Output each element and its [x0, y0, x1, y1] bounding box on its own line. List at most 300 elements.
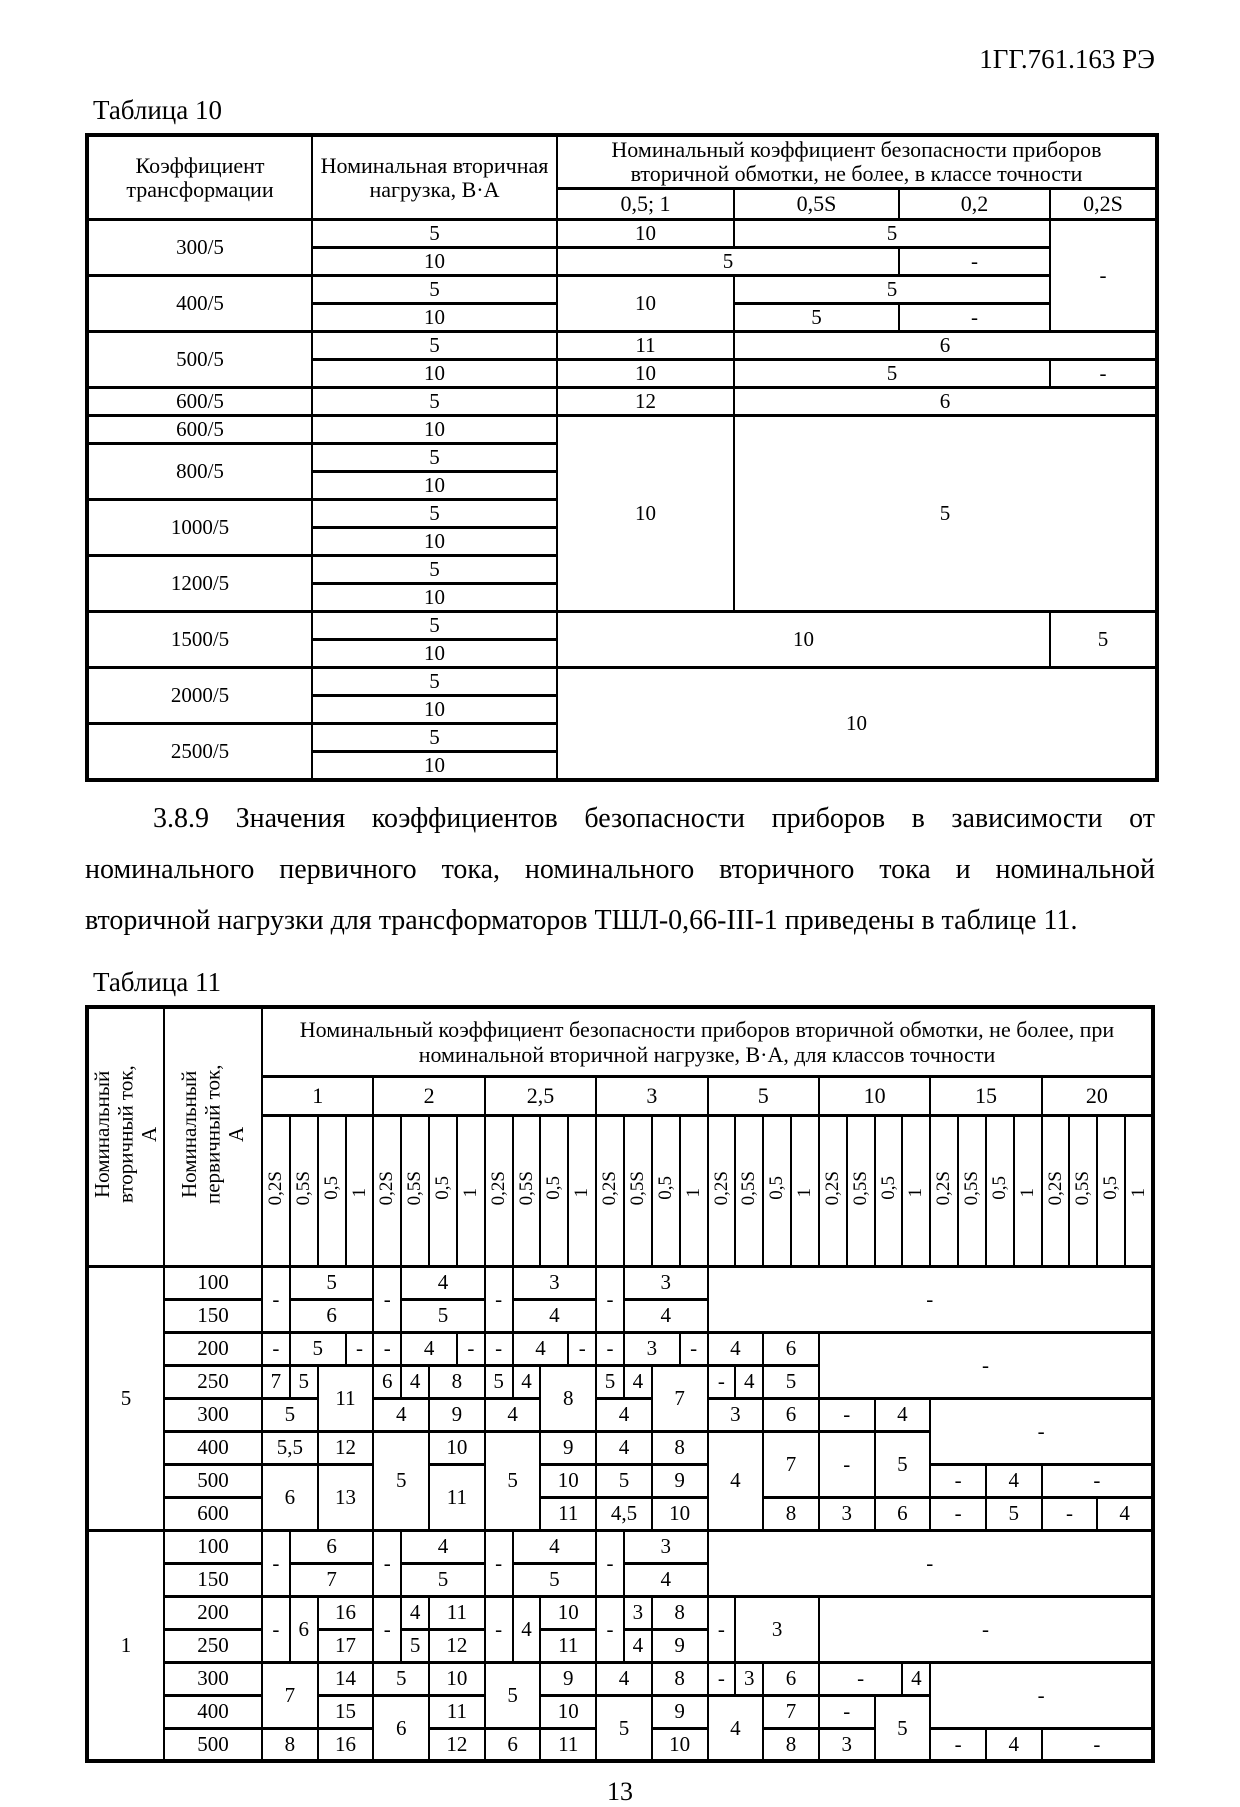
- table-cell: 9: [429, 1398, 485, 1431]
- table-cell: 5: [290, 1332, 346, 1365]
- table-cell: 11: [540, 1629, 596, 1662]
- table-cell: 6: [290, 1530, 374, 1563]
- rotated-class-label: 1: [348, 1187, 370, 1198]
- rotated-class-label: 1: [905, 1187, 927, 1198]
- table-cell: 4: [875, 1398, 931, 1431]
- table-cell: -: [708, 1365, 736, 1398]
- table-cell: 5: [734, 304, 899, 332]
- table-cell: -: [568, 1332, 596, 1365]
- accuracy-class-rotated-header: [1014, 1115, 1042, 1266]
- table-row: [87, 1332, 1153, 1365]
- table-cell: 3: [819, 1728, 875, 1761]
- table-cell: -: [708, 1266, 1154, 1332]
- accuracy-class-rotated-header: [346, 1115, 374, 1266]
- table-cell: 5: [875, 1431, 931, 1497]
- table-cell: -: [485, 1530, 513, 1596]
- table-cell: 600/5: [87, 388, 312, 416]
- table-cell: 10: [312, 640, 557, 668]
- table-cell: 6: [763, 1662, 819, 1695]
- table-cell: -: [485, 1266, 513, 1332]
- table-cell: 6: [763, 1398, 819, 1431]
- table-cell: 11: [540, 1728, 596, 1761]
- table-cell: 10: [312, 752, 557, 781]
- table-cell: 4: [624, 1629, 652, 1662]
- table-cell: 10: [312, 472, 557, 500]
- table-cell: 11: [540, 1497, 596, 1530]
- accuracy-class-rotated-header: [401, 1115, 429, 1266]
- table-cell: 5: [290, 1365, 318, 1398]
- table-row: [87, 1497, 1153, 1530]
- table-cell: 3: [735, 1596, 819, 1662]
- table-row: [87, 276, 1157, 304]
- accuracy-class-rotated-header: [763, 1115, 791, 1266]
- table-cell: 1000/5: [87, 500, 312, 556]
- accuracy-class-rotated-header: [624, 1115, 652, 1266]
- table-cell: -: [485, 1332, 513, 1365]
- table-cell: 300: [164, 1662, 262, 1695]
- table-cell: 250: [164, 1629, 262, 1662]
- table-cell: -: [708, 1662, 736, 1695]
- table-cell: -: [1050, 220, 1157, 332]
- table-cell: 12: [318, 1431, 374, 1464]
- primary-current-vertical-label: Номинальный первичный ток, А: [176, 1064, 248, 1204]
- table-cell: 3: [708, 1398, 764, 1431]
- rotated-class-label: 0,5S: [626, 1170, 648, 1206]
- table-cell: 4: [902, 1662, 930, 1695]
- table-cell: 3: [819, 1497, 875, 1530]
- table-cell: 1200/5: [87, 556, 312, 612]
- table-cell: 5: [312, 276, 557, 304]
- rotated-class-label: 0,5: [432, 1175, 454, 1200]
- table-cell: -: [708, 1530, 1154, 1596]
- table-row: [87, 1596, 1153, 1629]
- table-cell: 10: [429, 1662, 485, 1695]
- table-cell: -: [373, 1332, 401, 1365]
- table-cell: -: [485, 1596, 513, 1662]
- table-cell: 4: [1097, 1497, 1153, 1530]
- table10-col1-header: Коэффициент трансформации: [87, 135, 312, 220]
- table-cell: 6: [763, 1332, 819, 1365]
- table-cell: 500: [164, 1728, 262, 1761]
- table-cell: -: [262, 1596, 290, 1662]
- table-cell: 200: [164, 1332, 262, 1365]
- table-cell: 5: [485, 1365, 513, 1398]
- table-cell: 8: [652, 1662, 708, 1695]
- table-cell: 10: [557, 416, 734, 612]
- table-cell: 4: [986, 1728, 1042, 1761]
- table-cell: 5: [734, 416, 1157, 612]
- table-cell: -: [457, 1332, 485, 1365]
- table-cell: 1500/5: [87, 612, 312, 668]
- rotated-class-label: 0,5S: [292, 1170, 314, 1206]
- table-cell: 10: [312, 248, 557, 276]
- secondary-current-vertical-label: Номинальный вторичный ток, А: [90, 1065, 162, 1204]
- table-cell: 12: [429, 1629, 485, 1662]
- table-row: [87, 1464, 1153, 1497]
- table-cell: 5: [312, 724, 557, 752]
- table-cell: 9: [652, 1695, 708, 1728]
- rotated-class-label: 0,5S: [515, 1170, 537, 1206]
- table-cell: 5: [312, 500, 557, 528]
- table-cell: 4: [513, 1299, 597, 1332]
- rotated-class-label: 0,2S: [821, 1170, 843, 1206]
- table-cell: 7: [763, 1431, 819, 1497]
- table-cell: 10: [312, 584, 557, 612]
- table-cell: 400: [164, 1431, 262, 1464]
- table-cell: 2000/5: [87, 668, 312, 724]
- table-cell: 500: [164, 1464, 262, 1497]
- accuracy-class-rotated-header: [819, 1115, 847, 1266]
- accuracy-class-header: 0,5; 1: [557, 189, 734, 220]
- table-cell: 5: [485, 1662, 541, 1728]
- table-row: [87, 1398, 1153, 1431]
- table-cell: -: [819, 1662, 903, 1695]
- table-cell: -: [899, 304, 1050, 332]
- table-cell: 5: [401, 1563, 485, 1596]
- table-cell: 13: [318, 1464, 374, 1530]
- rotated-class-label: 1: [571, 1187, 593, 1198]
- rotated-class-label: 0,5S: [738, 1170, 760, 1206]
- table-cell: -: [819, 1431, 875, 1497]
- accuracy-class-rotated-header: [1042, 1115, 1070, 1266]
- table-row: [87, 1266, 1153, 1299]
- table-cell: 8: [429, 1365, 485, 1398]
- rotated-class-label: 1: [1016, 1187, 1038, 1198]
- rotated-class-label: 1: [1128, 1187, 1150, 1198]
- table10-header-row: [87, 135, 1157, 189]
- table-cell: 3: [624, 1332, 680, 1365]
- table-cell: 6: [875, 1497, 931, 1530]
- rotated-class-label: 0,2S: [376, 1170, 398, 1206]
- table-cell: 7: [290, 1563, 374, 1596]
- table-cell: 500/5: [87, 332, 312, 388]
- table-row: [87, 332, 1157, 360]
- table-cell: 4: [596, 1431, 652, 1464]
- accuracy-class-rotated-header: [290, 1115, 318, 1266]
- table-cell: 6: [373, 1695, 429, 1761]
- table-cell: 10: [540, 1695, 596, 1728]
- rotated-class-label: 0,5: [766, 1175, 788, 1200]
- table-cell: 5: [1050, 612, 1157, 668]
- table-cell: -: [930, 1662, 1153, 1728]
- table-cell: 8: [652, 1596, 708, 1629]
- table-cell: 5: [401, 1629, 429, 1662]
- accuracy-class-rotated-header: [513, 1115, 541, 1266]
- table-cell: 4: [596, 1398, 652, 1431]
- table-cell: 6: [485, 1728, 541, 1761]
- table-cell: 250: [164, 1365, 262, 1398]
- table-cell: 10: [429, 1431, 485, 1464]
- table-cell: 6: [290, 1596, 318, 1662]
- table-cell: 5: [312, 388, 557, 416]
- table-cell: 5: [986, 1497, 1042, 1530]
- table-cell: 3: [624, 1596, 652, 1629]
- accuracy-class-header: 0,5S: [734, 189, 899, 220]
- table-cell: 11: [557, 332, 734, 360]
- rotated-class-label: 0,5: [654, 1175, 676, 1200]
- table-cell: 5: [290, 1266, 374, 1299]
- table-cell: -: [899, 248, 1050, 276]
- table-cell: -: [596, 1332, 624, 1365]
- accuracy-class-rotated-header: [791, 1115, 819, 1266]
- table-cell: 5: [734, 276, 1050, 304]
- table-row: [87, 1530, 1153, 1563]
- table-cell: 10: [557, 360, 734, 388]
- table-cell: 5: [875, 1695, 931, 1761]
- table-cell: 6: [290, 1299, 374, 1332]
- rotated-class-label: 1: [459, 1187, 481, 1198]
- accuracy-class-rotated-header: [596, 1115, 624, 1266]
- table-cell: -: [262, 1332, 290, 1365]
- table-row: [87, 416, 1157, 444]
- rotated-class-label: 0,5S: [1072, 1170, 1094, 1206]
- accuracy-class-rotated-header: [568, 1115, 596, 1266]
- table-cell: 4: [485, 1398, 541, 1431]
- rotated-class-label: 1: [794, 1187, 816, 1198]
- table-cell: 5: [763, 1365, 819, 1398]
- rotated-class-label: 0,5S: [849, 1170, 871, 1206]
- table11-header-row: [87, 1007, 1153, 1077]
- table-cell: 5: [312, 444, 557, 472]
- rotated-class-label: 0,2S: [599, 1170, 621, 1206]
- rotated-class-label: 0,5: [988, 1175, 1010, 1200]
- table-cell: -: [1050, 360, 1157, 388]
- rotated-class-label: 0,5S: [404, 1170, 426, 1206]
- table-cell: 4: [708, 1332, 764, 1365]
- table-cell: 150: [164, 1299, 262, 1332]
- table-cell: 10: [557, 276, 734, 332]
- table-cell: -: [262, 1530, 290, 1596]
- table10-col2-header: Номинальная вторичная нагрузка, В·А: [312, 135, 557, 220]
- table-cell: 200: [164, 1596, 262, 1629]
- table11-span-header: Номинальный коэффициент безопасности приборов вторичной обмотки, не более, при номинальной вторичной нагрузке, В·А, для классов точности: [262, 1007, 1153, 1077]
- table-cell: -: [819, 1695, 875, 1728]
- table-cell: -: [373, 1596, 401, 1662]
- accuracy-class-header: 0,2: [899, 189, 1050, 220]
- table-cell: -: [930, 1497, 986, 1530]
- table-cell: 4: [373, 1398, 429, 1431]
- table-cell: 9: [540, 1431, 596, 1464]
- accuracy-class-rotated-header: [986, 1115, 1014, 1266]
- table-cell: 10: [540, 1464, 596, 1497]
- table-cell: 10: [652, 1497, 708, 1530]
- table-cell: 4: [401, 1365, 429, 1398]
- rotated-class-label: 0,5: [320, 1175, 342, 1200]
- table-cell: 9: [652, 1629, 708, 1662]
- accuracy-class-rotated-header: [958, 1115, 986, 1266]
- table-cell: -: [819, 1398, 875, 1431]
- table-cell: 5: [734, 220, 1050, 248]
- table-cell: 5: [312, 612, 557, 640]
- table-cell: 4: [513, 1332, 569, 1365]
- table-cell: 8: [652, 1431, 708, 1464]
- table-cell: 5: [596, 1695, 652, 1761]
- table-cell: 600: [164, 1497, 262, 1530]
- table-cell: 5: [262, 1398, 318, 1431]
- table-cell: 11: [429, 1695, 485, 1728]
- accuracy-class-rotated-header: [485, 1115, 513, 1266]
- accuracy-class-rotated-header: [680, 1115, 708, 1266]
- table-cell: -: [596, 1530, 624, 1596]
- table-cell: 8: [262, 1728, 318, 1761]
- table-cell: 9: [652, 1464, 708, 1497]
- load-group-header: 20: [1042, 1076, 1153, 1115]
- table-cell: -: [819, 1332, 1153, 1398]
- table-cell: 4: [401, 1266, 485, 1299]
- table-cell: -: [373, 1530, 401, 1596]
- table10-span-header: Номинальный коэффициент безопасности приборов вторичной обмотки, не более, в классе точности: [557, 135, 1157, 189]
- table-cell: 4: [986, 1464, 1042, 1497]
- table10: [85, 133, 1159, 782]
- table-row: [87, 388, 1157, 416]
- table-cell: 8: [763, 1497, 819, 1530]
- table-cell: 800/5: [87, 444, 312, 500]
- table-cell: 5: [312, 332, 557, 360]
- rotated-class-label: 0,5: [877, 1175, 899, 1200]
- accuracy-class-rotated-header: [847, 1115, 875, 1266]
- table-cell: -: [930, 1464, 986, 1497]
- table-cell: 4: [624, 1563, 708, 1596]
- accuracy-class-rotated-header: [902, 1115, 930, 1266]
- table-cell: 5: [87, 1266, 164, 1530]
- table-cell: 17: [318, 1629, 374, 1662]
- table-cell: 5: [596, 1365, 624, 1398]
- table-cell: 7: [262, 1365, 290, 1398]
- table-cell: 11: [429, 1596, 485, 1629]
- accuracy-class-rotated-header: [457, 1115, 485, 1266]
- table-cell: -: [1042, 1464, 1153, 1497]
- table-cell: -: [596, 1596, 624, 1662]
- table-cell: 5: [373, 1431, 429, 1530]
- accuracy-class-rotated-header: [875, 1115, 903, 1266]
- table-cell: 300: [164, 1398, 262, 1431]
- table-cell: 12: [557, 388, 734, 416]
- table-row: [87, 612, 1157, 640]
- table-cell: 8: [763, 1728, 819, 1761]
- table-cell: 5: [513, 1563, 597, 1596]
- table-cell: 5: [485, 1431, 541, 1530]
- table-cell: -: [346, 1332, 374, 1365]
- table-cell: 6: [373, 1365, 401, 1398]
- load-group-header: 2: [373, 1076, 484, 1115]
- page-number: 13: [607, 1777, 633, 1807]
- table-cell: 10: [312, 696, 557, 724]
- table-cell: 5: [401, 1299, 485, 1332]
- rotated-class-label: 0,2S: [265, 1170, 286, 1206]
- table-cell: 7: [763, 1695, 819, 1728]
- accuracy-class-rotated-header: [930, 1115, 958, 1266]
- table-cell: 5: [312, 220, 557, 248]
- table-cell: 400/5: [87, 276, 312, 332]
- accuracy-class-rotated-header: [318, 1115, 346, 1266]
- table-cell: 10: [312, 416, 557, 444]
- table-cell: 16: [318, 1728, 374, 1761]
- table-cell: 10: [312, 528, 557, 556]
- table-cell: -: [1042, 1497, 1098, 1530]
- table-cell: 4: [596, 1662, 652, 1695]
- accuracy-class-rotated-header: [262, 1115, 290, 1266]
- table-cell: 100: [164, 1266, 262, 1299]
- accuracy-class-rotated-header: [540, 1115, 568, 1266]
- table11-caption: Таблица 11: [93, 966, 221, 997]
- table-cell: 7: [262, 1662, 318, 1728]
- accuracy-class-rotated-header: [1069, 1115, 1097, 1266]
- accuracy-class-rotated-header: [708, 1115, 736, 1266]
- table-cell: -: [262, 1266, 290, 1332]
- table-cell: 3: [735, 1662, 763, 1695]
- table11-col2-header: [164, 1007, 262, 1267]
- rotated-class-label: 0,2S: [487, 1170, 509, 1206]
- table-cell: 5: [312, 556, 557, 584]
- table-row: [87, 668, 1157, 696]
- load-group-header: 10: [819, 1076, 930, 1115]
- table-cell: 12: [429, 1728, 485, 1761]
- table-cell: 1: [87, 1530, 164, 1761]
- table10-caption: Таблица 10: [93, 95, 222, 125]
- table-cell: 5: [373, 1662, 429, 1695]
- load-group-header: 2,5: [485, 1076, 596, 1115]
- table-cell: 4: [401, 1332, 457, 1365]
- table-cell: 4: [401, 1596, 429, 1629]
- table-cell: -: [930, 1398, 1153, 1464]
- table-cell: 10: [557, 220, 734, 248]
- table-cell: 16: [318, 1596, 374, 1629]
- accuracy-class-header: 0,2S: [1050, 189, 1157, 220]
- paragraph-3-8-9: 3.8.9 Значения коэффициентов безопасности приборов в зависимости от номинального первичного тока, номинального вторичного тока и номинальной вторичной нагрузки для трансформаторов ТШЛ-0,66-III-1 приведены в таблице 11.: [85, 803, 1155, 936]
- table-cell: 6: [262, 1464, 318, 1530]
- table-cell: 4: [513, 1530, 597, 1563]
- doc-code: 1ГГ.761.163 РЭ: [979, 44, 1155, 74]
- table-cell: 3: [624, 1266, 708, 1299]
- table-cell: 600/5: [87, 416, 312, 444]
- table-cell: 4: [513, 1596, 541, 1662]
- table-cell: 4: [708, 1431, 764, 1530]
- table-cell: 5: [596, 1464, 652, 1497]
- rotated-class-label: 0,2S: [710, 1170, 732, 1206]
- table-cell: 10: [312, 360, 557, 388]
- table-cell: 4: [708, 1695, 764, 1761]
- accuracy-class-rotated-header: [1097, 1115, 1125, 1266]
- table-cell: 4: [401, 1530, 485, 1563]
- table-cell: 8: [540, 1365, 596, 1431]
- table-cell: -: [819, 1596, 1153, 1662]
- rotated-class-label: 0,2S: [933, 1170, 955, 1206]
- table-cell: 3: [624, 1530, 708, 1563]
- table-cell: 10: [557, 612, 1050, 668]
- rotated-class-label: 0,2S: [1044, 1170, 1066, 1206]
- table-cell: 10: [540, 1596, 596, 1629]
- table-cell: 4,5: [596, 1497, 652, 1530]
- table-cell: 4: [624, 1299, 708, 1332]
- table-cell: 10: [312, 304, 557, 332]
- load-group-header: 15: [930, 1076, 1041, 1115]
- table-cell: 400: [164, 1695, 262, 1728]
- table-cell: -: [708, 1596, 736, 1662]
- table-cell: 10: [652, 1728, 708, 1761]
- accuracy-class-rotated-header: [429, 1115, 457, 1266]
- table-cell: 15: [318, 1695, 374, 1728]
- table-cell: -: [930, 1728, 986, 1761]
- table-cell: 6: [734, 388, 1157, 416]
- accuracy-class-rotated-header: [652, 1115, 680, 1266]
- table-cell: -: [596, 1266, 624, 1332]
- table-cell: 4: [624, 1365, 652, 1398]
- table-cell: 4: [735, 1365, 763, 1398]
- table11: [85, 1005, 1155, 1764]
- table-cell: 5,5: [262, 1431, 318, 1464]
- rotated-class-label: 1: [682, 1187, 704, 1198]
- load-group-header: 1: [262, 1076, 373, 1115]
